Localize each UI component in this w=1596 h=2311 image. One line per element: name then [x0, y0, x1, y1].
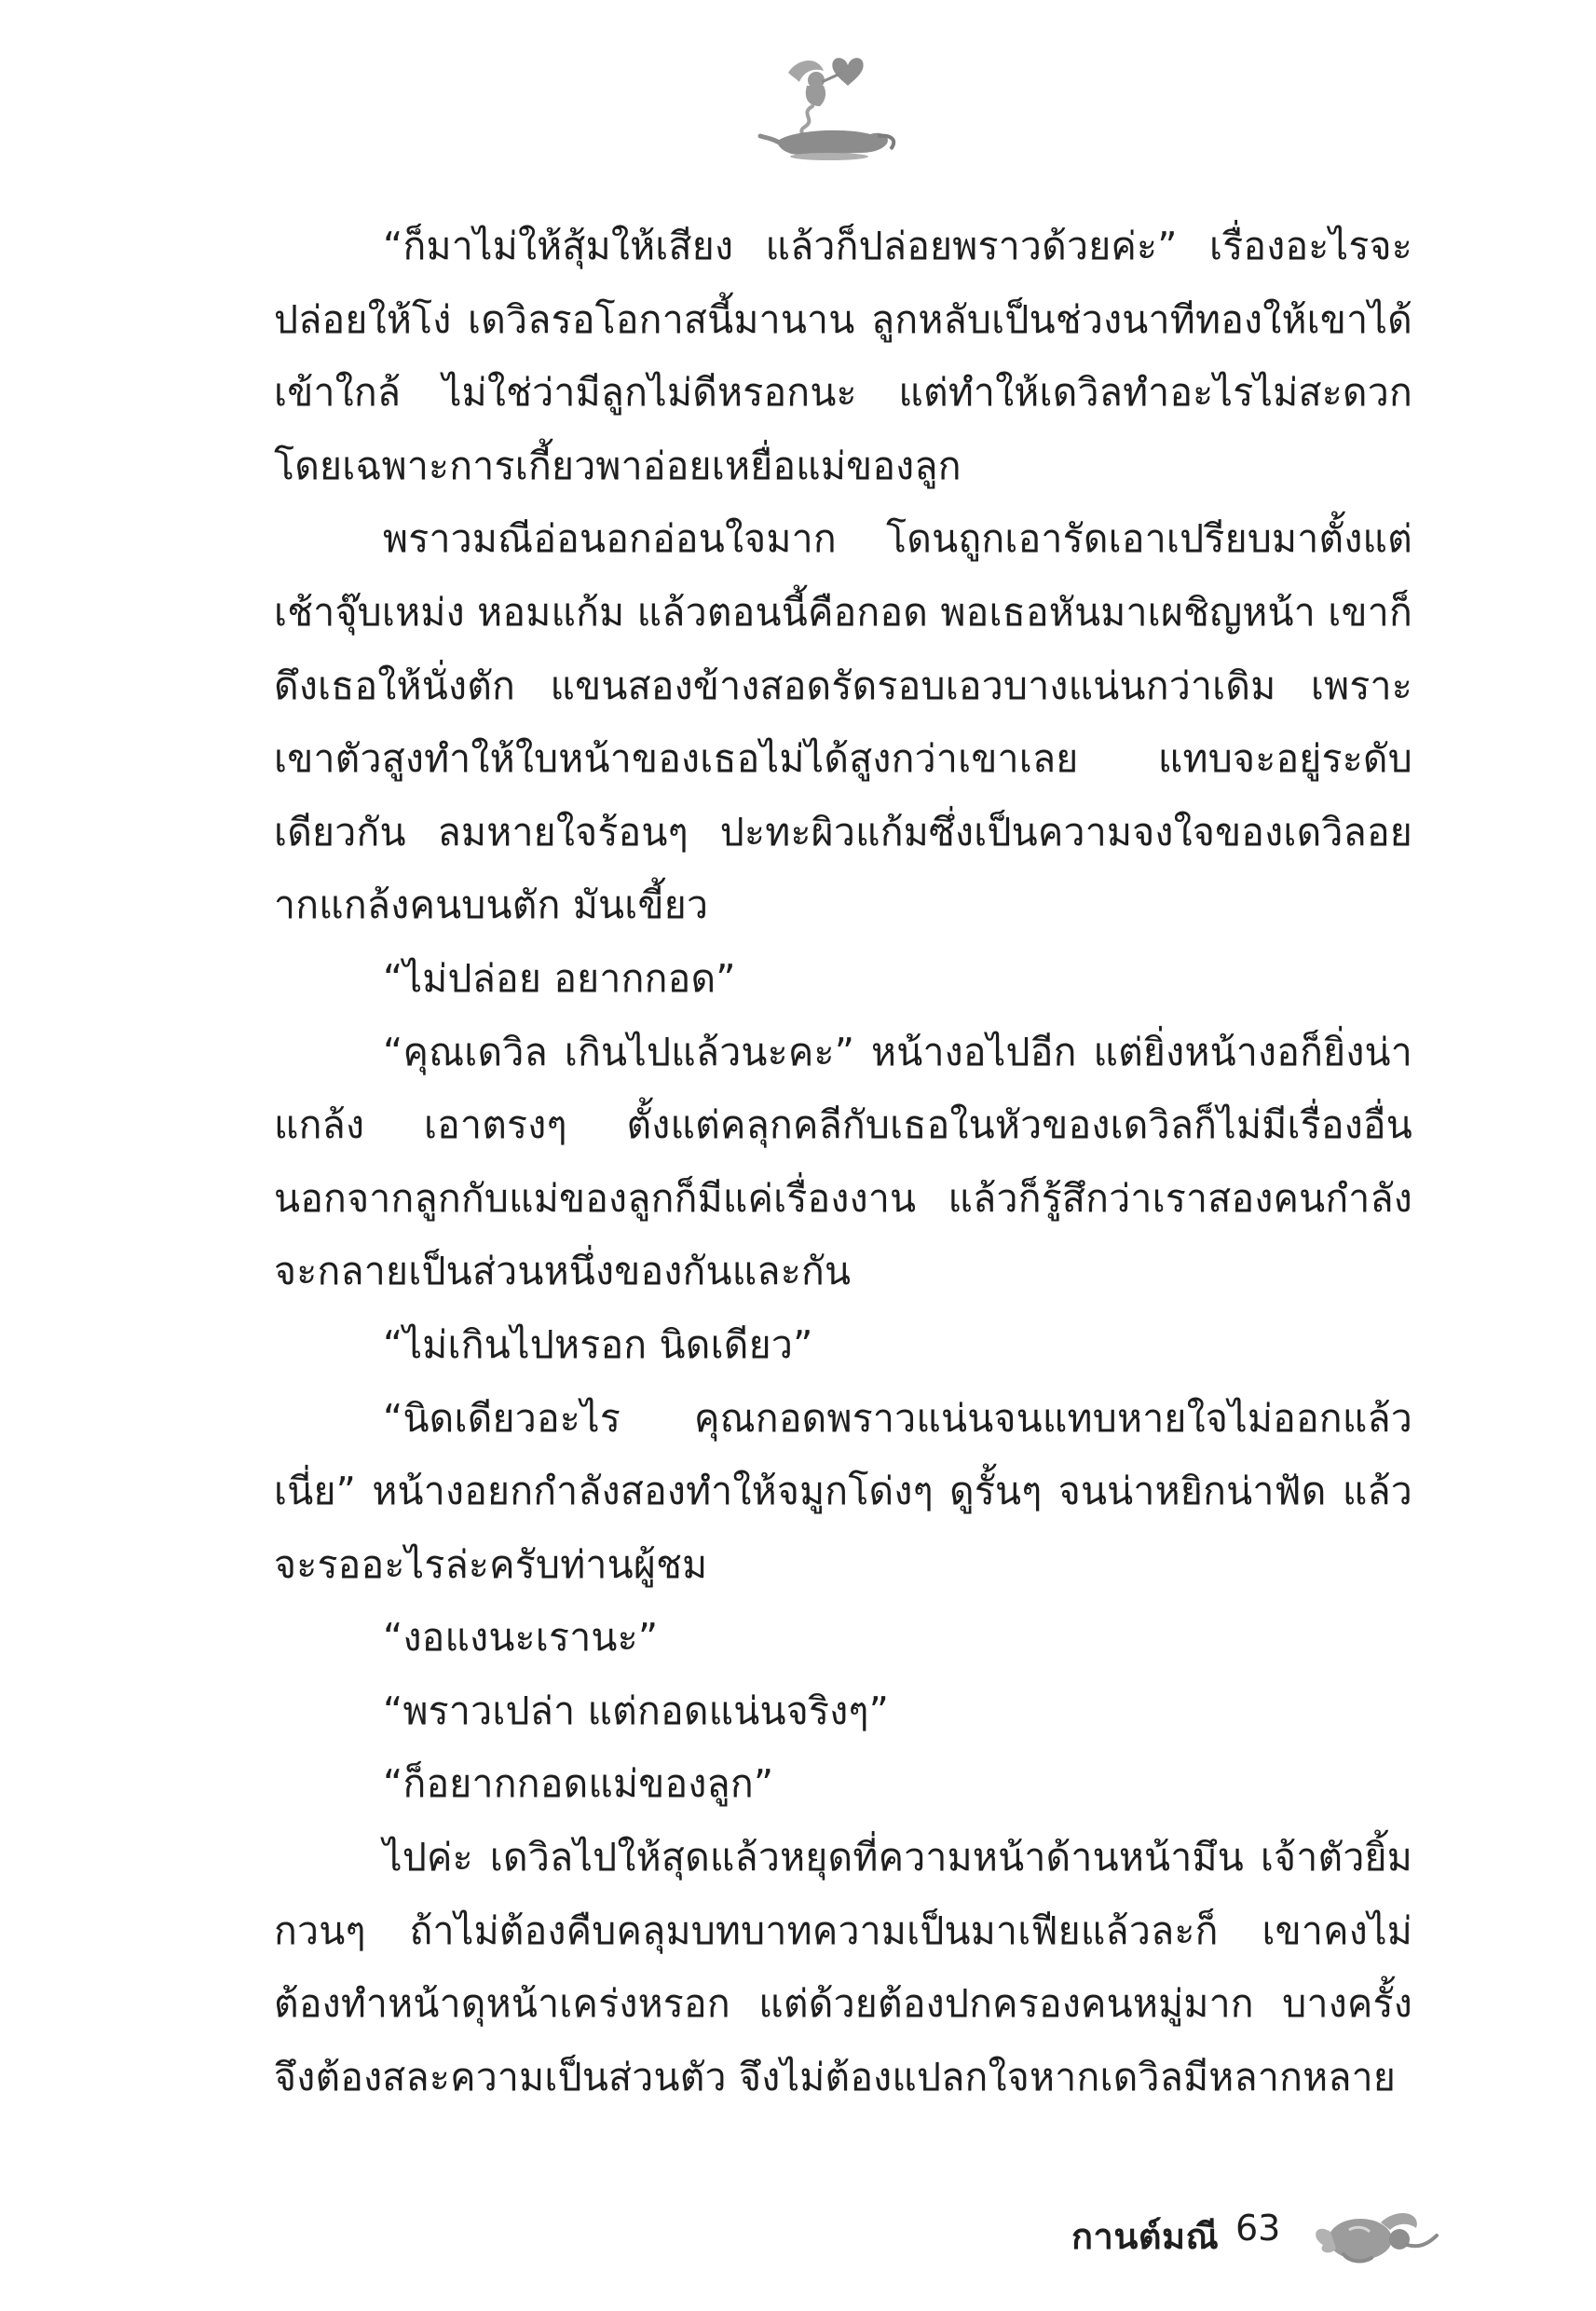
lamp-cupid-ornament-icon	[751, 45, 909, 161]
cupid-ornament-icon	[1306, 2195, 1446, 2269]
paragraph: “งอแงนะเรานะ”	[383, 1615, 659, 1661]
book-title: กานต์มณี	[1071, 2216, 1220, 2257]
paragraph: “พราวเปล่า แต่กอดแน่นจริงๆ”	[383, 1688, 890, 1733]
paragraph: ไปค่ะ เดวิลไปให้สุดแล้วหยุดที่ความหน้าด้านหน้ามึน เจ้าตัวยิ้มกวนๆ ถ้าไม่ต้องคืบคลุมบทบาทความเป็นมาเฟียแล้วละก็ เขาคงไม่ต้องทำหน้าดุหน้าเคร่งหรอก แต่ด้วยต้องปกครองคนหมู่มาก บางครั้งจึงต้องสละความเป็นส่วนตัว จึงไม่ต้องแปลกใจหากเดวิลมีหลากหลาย	[274, 1835, 1412, 2099]
paragraph: พราวมณีอ่อนอกอ่อนใจมาก โดนถูกเอารัดเอาเปรียบมาตั้งแต่เช้าจุ๊บเหม่ง หอมแก้ม แล้วตอนนี้คือกอด พอเธอหันมาเผชิญหน้า เขาก็ดึงเธอให้นั่งตัก แขนสองข้างสอดรัดรอบเอวบางแน่นกว่าเดิม เพราะเขาตัวสูงทำให้ใบหน้าของเธอไม่ได้สูงกว่าเขาเลย แทบจะอยู่ระดับเดียวกัน ลมหายใจร้อนๆ ปะทะผิวแก้มซึ่งเป็นความจงใจของเดวิลอยากแกล้งคนบนตัก มันเขี้ยว	[274, 516, 1412, 928]
paragraph: “คุณเดวิล เกินไปแล้วนะคะ” หน้างอไปอีก แต่ยิ่งหน้างอก็ยิ่งน่าแกล้ง เอาตรงๆ ตั้งแต่คลุกคลีกับเธอในหัวของเดวิลก็ไม่มีเรื่องอื่นนอกจากลูกกับแม่ของลูกก็มีแค่เรื่องงาน แล้วก็รู้สึกว่าเราสองคนกำลังจะกลายเป็นส่วนหนึ่งของกันและกัน	[274, 1029, 1412, 1294]
page-number: 63	[1235, 2208, 1281, 2249]
page-footer	[1071, 2195, 1463, 2269]
paragraph: “ไม่เกินไปหรอก นิดเดียว”	[383, 1321, 813, 1367]
paragraph: “ก็มาไม่ให้สุ้มให้เสียง แล้วก็ปล่อยพราวด้วยค่ะ” เรื่องอะไรจะปล่อยให้โง่ เดวิลรอโอกาสนี้มานาน ลูกหลับเป็นช่วงนาทีทองให้เขาได้เข้าใกล้ ไม่ใช่ว่ามีลูกไม่ดีหรอกนะ แต่ทำให้เดวิลทำอะไรไม่สะดวกโดยเฉพาะการเกี้ยวพาอ่อยเหยื่อแม่ของลูก	[274, 224, 1412, 488]
paragraph: “ไม่ปล่อย อยากกอด”	[383, 955, 736, 1001]
paragraph: “ก็อยากกอดแม่ของลูก”	[383, 1761, 774, 1807]
paragraph: “นิดเดียวอะไร คุณกอดพราวแน่นจนแทบหายใจไม่ออกแล้วเนี่ย” หน้างอยกกำลังสองทำให้จมูกโด่งๆ ดูรั้นๆ จนน่าหยิกน่าฟัด แล้วจะรออะไรล่ะครับท่านผู้ชม	[274, 1395, 1412, 1587]
chapter-body-text	[274, 210, 1412, 2113]
